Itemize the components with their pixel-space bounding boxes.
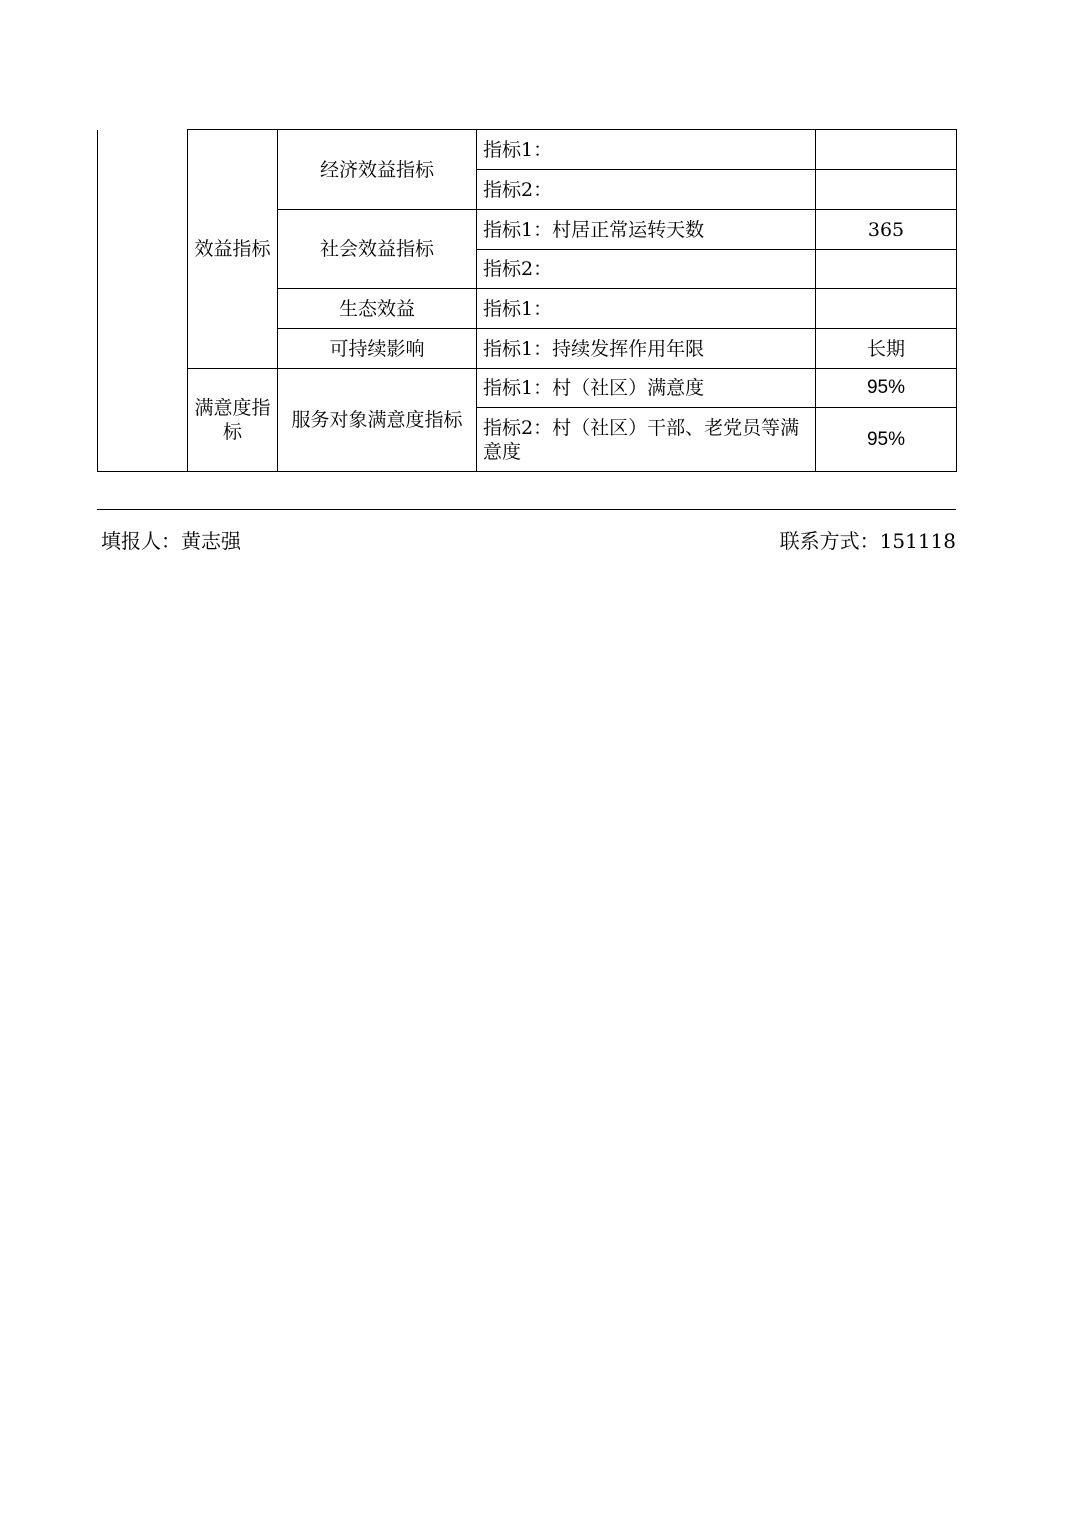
value-cell: 95% [816, 369, 957, 408]
contact-label: 联系方式：151118 [779, 529, 956, 553]
value-cell: 95% [816, 408, 957, 472]
table-row [98, 369, 957, 408]
indicator-cell: 指标2：村（社区）干部、老党员等满意度 [477, 408, 816, 472]
value-cell: 365 [816, 210, 957, 250]
value-cell [816, 289, 957, 329]
indicator-cell: 指标1：持续发挥作用年限 [477, 329, 816, 369]
continuation-column [98, 130, 188, 472]
value-cell: 长期 [816, 329, 957, 369]
indicator-cell: 指标2： [477, 250, 816, 289]
filler-label: 填报人：黄志强 [101, 529, 241, 553]
sub-category-ecological: 生态效益 [278, 289, 477, 329]
indicator-cell: 指标1： [477, 130, 816, 170]
value-cell [816, 250, 957, 289]
indicator-cell: 指标2： [477, 170, 816, 210]
indicator-cell: 指标1：村居正常运转天数 [477, 210, 816, 250]
table-row [98, 130, 957, 170]
sub-category-sustainable: 可持续影响 [278, 329, 477, 369]
group-label-satisfaction: 满意度指标 [188, 369, 278, 472]
value-cell [816, 170, 957, 210]
indicator-cell: 指标1：村（社区）满意度 [477, 369, 816, 408]
footer-divider [97, 509, 956, 510]
sub-category-social: 社会效益指标 [278, 210, 477, 289]
sub-category-economic: 经济效益指标 [278, 130, 477, 210]
indicator-cell: 指标1： [477, 289, 816, 329]
group-label-benefit: 效益指标 [188, 130, 278, 369]
sub-category-service-satisfaction: 服务对象满意度指标 [278, 369, 477, 472]
performance-indicator-table [97, 129, 957, 472]
value-cell [816, 130, 957, 170]
